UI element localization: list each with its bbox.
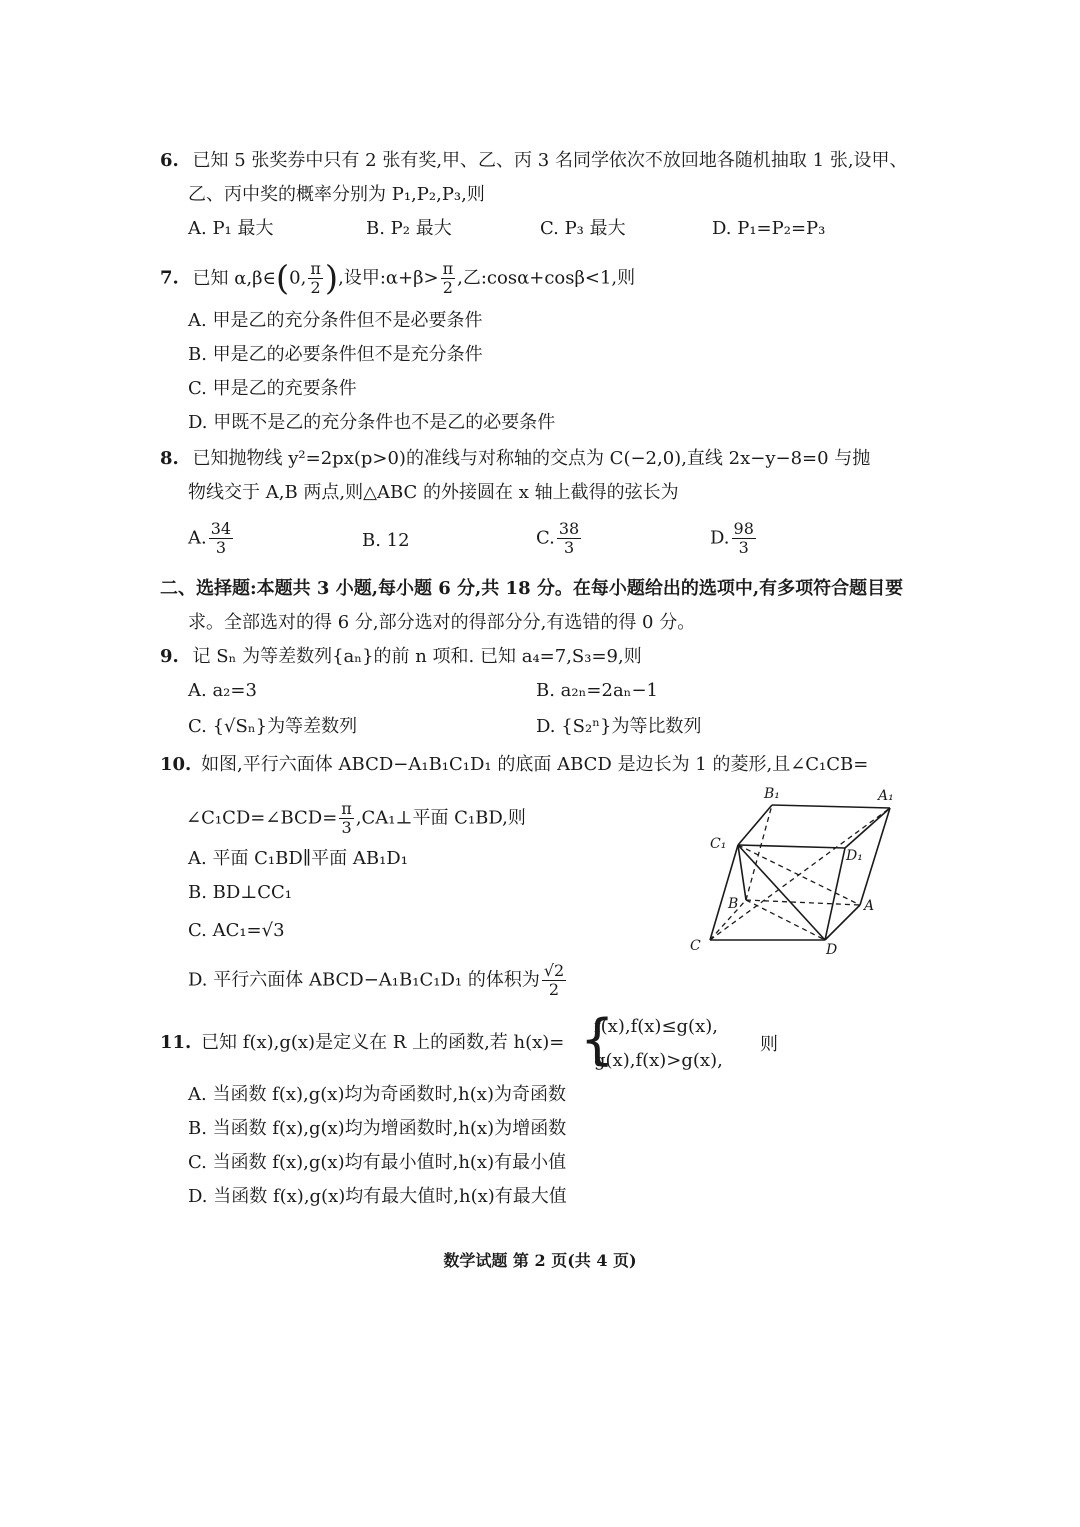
- q8-option-d: D. $\frac{98}{3}$: [710, 519, 754, 557]
- q11-option-d: D. 当函数 f(x),g(x)均有最大值时,h(x)有最大值: [188, 1186, 567, 1207]
- q10-number: 10.: [160, 754, 192, 775]
- q11-case1: f(x),f(x)≤g(x),: [594, 1016, 718, 1037]
- q9-stem: [160, 644, 642, 670]
- q6-stem-text1: 已知 5 张奖券中只有 2 张有奖,甲、乙、丙 3 名同学依次不放回地各随机抽取 1 张,设甲、: [192, 150, 908, 171]
- q8-number: 8.: [160, 448, 179, 469]
- page-footer: 数学试题 第 2 页(共 4 页): [443, 1251, 637, 1270]
- q11-piecewise: { f(x),f(x)≤g(x), g(x),f(x)>g(x),: [580, 1012, 770, 1076]
- label-B1: B₁: [764, 786, 780, 802]
- q11-case2: g(x),f(x)>g(x),: [594, 1050, 723, 1071]
- q7-option-d: D. 甲既不是乙的充分条件也不是乙的必要条件: [188, 412, 556, 433]
- q11-option-b: B. 当函数 f(x),g(x)均为增函数时,h(x)为增函数: [188, 1118, 567, 1139]
- q7-stem-post: ,乙:cosα+cosβ<1,则: [457, 267, 636, 289]
- section2-heading-line2: 求。全部选对的得 6 分,部分选对的得部分分,有选错的得 0 分。: [188, 612, 696, 633]
- label-C1: C₁: [710, 836, 727, 852]
- q7-option-c: C. 甲是乙的充要条件: [188, 378, 357, 399]
- q6-option-c: C. P₃ 最大: [540, 218, 626, 239]
- q11-option-a: A. 当函数 f(x),g(x)均为奇函数时,h(x)为奇函数: [188, 1084, 566, 1105]
- edge-AA1: [860, 808, 890, 905]
- q10-stem-line2: ∠C₁CD=∠BCD= $\frac{\pi}{3}$ ,CA₁⊥平面 C₁BD,则: [186, 799, 526, 837]
- q10-option-b: B. BD⊥CC₁: [188, 882, 293, 903]
- q9-option-c: C. {√Sₙ}为等差数列: [188, 716, 358, 737]
- q8-stem-line1: [160, 446, 870, 472]
- diag-CA1-hidden: [710, 808, 890, 940]
- label-D: D: [826, 942, 838, 958]
- q8-stem-line2: 物线交于 A,B 两点,则△ABC 的外接圆在 x 轴上截得的弦长为: [188, 482, 679, 503]
- q6-option-d: D. P₁=P₂=P₃: [712, 218, 826, 239]
- q6-option-a: A. P₁ 最大: [188, 218, 274, 239]
- q6-option-b: B. P₂ 最大: [366, 218, 452, 239]
- q11-option-c: C. 当函数 f(x),g(x)均有最小值时,h(x)有最小值: [188, 1152, 567, 1173]
- label-B: B: [728, 896, 739, 912]
- q9-option-d: D. {S₂ⁿ}为等比数列: [536, 716, 702, 737]
- edge-C1B1: [738, 805, 772, 845]
- label-A: A: [864, 898, 875, 914]
- edge-CC1: [710, 845, 738, 940]
- diag-BD-hidden: [746, 900, 825, 940]
- q8-option-c: C. $\frac{38}{3}$: [536, 519, 580, 557]
- q10-option-d: D. 平行六面体 ABCD−A₁B₁C₁D₁ 的体积为 $\frac{√2}{2}$: [188, 961, 565, 999]
- q7-option-b: B. 甲是乙的必要条件但不是充分条件: [188, 344, 483, 365]
- q10-stem-line1: [160, 752, 868, 778]
- edge-B1A1: [772, 805, 890, 808]
- label-A1: A₁: [878, 788, 894, 804]
- q11-stem-pre: 已知 f(x),g(x)是定义在 R 上的函数,若 h(x)=: [201, 1032, 565, 1053]
- label-C: C: [690, 938, 701, 954]
- q10-stem-text1: 如图,平行六面体 ABCD−A₁B₁C₁D₁ 的底面 ABCD 是边长为 1 的菱形,且∠C₁CB=: [201, 754, 869, 775]
- edge-DD1: [825, 848, 845, 940]
- q9-stem-text: 记 Sₙ 为等差数列{aₙ}的前 n 项和. 已知 a₄=7,S₃=9,则: [192, 646, 642, 667]
- q7-option-a: A. 甲是乙的充分条件但不是必要条件: [188, 310, 483, 331]
- diag-C1A-hidden: [738, 845, 860, 905]
- q8-stem-text1: 已知抛物线 y²=2px(p>0)的准线与对称轴的交点为 C(−2,0),直线 2x−y−8=0 与抛: [192, 448, 871, 469]
- q9-option-b: B. a₂ₙ=2aₙ−1: [536, 680, 658, 701]
- parallelepiped-figure: [680, 780, 910, 960]
- label-D1: D₁: [846, 848, 863, 864]
- q11-stem-post: 则: [760, 1034, 778, 1055]
- q7-stem-pre: 已知 α,β∈: [192, 267, 276, 289]
- q9-option-a: A. a₂=3: [188, 680, 257, 701]
- q8-option-a: A. $\frac{34}{3}$: [188, 519, 232, 557]
- q11-number: 11.: [160, 1032, 192, 1053]
- edge-DA: [825, 905, 860, 940]
- q7-stem: 7. 已知 α,β∈(0, $\frac{\pi}{2}$ ),设甲:α+β> $\frac{\pi}{2}$ ,乙:cosα+cosβ<1,则: [160, 258, 636, 299]
- q7-number: 7.: [160, 267, 179, 289]
- q6-stem-line1: [160, 148, 908, 174]
- q6-stem-line2: 乙、丙中奖的概率分别为 P₁,P₂,P₃,则: [188, 184, 485, 205]
- q10-option-a: A. 平面 C₁BD∥平面 AB₁D₁: [188, 848, 408, 869]
- section2-heading-line1: 二、选择题:本题共 3 小题,每小题 6 分,共 18 分。在每小题给出的选项中,有多项符合题目要: [160, 578, 904, 599]
- q6-number: 6.: [160, 150, 179, 171]
- q10-option-c: C. AC₁=√3: [188, 920, 285, 941]
- q9-number: 9.: [160, 646, 179, 667]
- diag-C1D: [738, 845, 825, 940]
- q7-stem-mid: ,设甲:α+β>: [338, 267, 439, 289]
- edge-C1D1: [738, 845, 845, 848]
- q7-pi-over-2: $\frac{\pi}{2}$: [310, 259, 321, 297]
- q7-pi-over-2-b: $\frac{\pi}{2}$: [442, 259, 454, 297]
- q11-stem: [160, 1030, 564, 1056]
- q8-option-b: B. 12: [362, 530, 410, 551]
